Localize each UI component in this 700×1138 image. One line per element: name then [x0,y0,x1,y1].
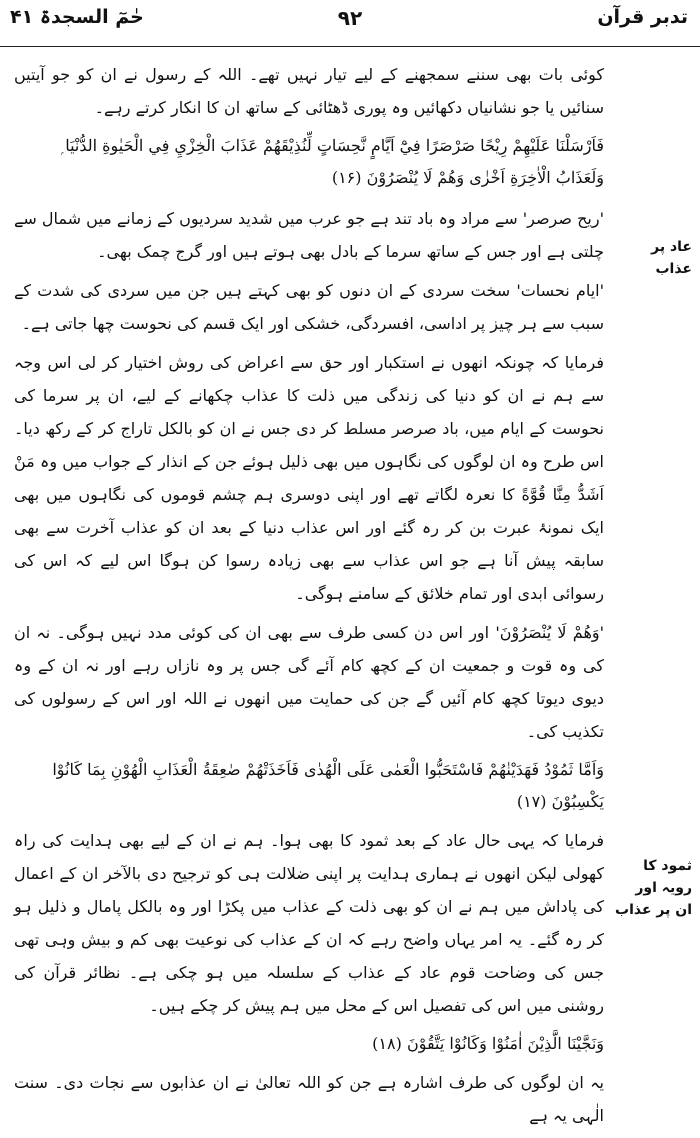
margin-note-aad: عاد پر عذاب [651,239,692,277]
quran-verse-17: وَاَمَّا ثَمُوْدُ فَهَدَيْنٰهُمْ فَاسْتَحَبُّوا الْعَمٰى عَلَى الْهُدٰى فَاَخَذَتْهُمْ صٰعِقَةُ الْعَذَابِ الْهُوْنِ بِمَا كَانُوْا يَكْسِبُوْنَ (۱۷) [52,760,604,811]
page-body [14,58,604,1138]
surah-name: حٰمٓ السجدۃ ۴۱ [10,6,144,28]
page-header [0,0,700,47]
paragraph-3: 'ایام نحسات' سخت سردی کے ان دنوں کو بھی کہتے ہیں جن میں سردی کی شدت کے سبب سے ہر چیز پر اداسی، افسردگی، خشکی اور ایک قسم کی نحوست چھا جاتی ہے۔ [14,281,604,333]
paragraph-4: فرمایا کہ چونکہ انھوں نے استکبار اور حق سے اعراض کی روش اختیار کر لی اس وجہ سے ہم نے ان کو دنیا کی زندگی میں ذلت کا عذاب چکھانے کے لیے، ان پر سرما کی نحوست کے ایام میں، باد صرصر مسلط کر دی جس نے ان کو بالکل تاراج کر کے رکھ دیا۔ اس طرح وہ ان لوگوں کی نگاہوں میں بھی ذلیل ہوئے جن کے انذار کے جواب میں وہ مَنْ اَشَدُّ مِنَّا قُوَّةً کا نعرہ لگاتے تھے اور اپنی دوسری ہم چشم قوموں کی نگاہوں میں بھی ایک نمونۂ عبرت بن کر رہ گئے اور اس عذاب دنیا کے بعد ان کو عذاب آخرت سے بھی سابقہ پیش آنا ہے جو اس عذاب سے بھی زیادہ رسوا کن ہوگا اس لیے کہ اس کی رسوائی ابدی اور تمام خلائق کے سامنے ہوگی۔ [14,353,604,603]
paragraph-2: 'ریح صرصر' سے مراد وہ باد تند ہے جو عرب میں شدید سردیوں کے زمانے میں شمال سے چلتی ہے اور جس کے ساتھ سرما کے بادل بھی ہوتے ہیں اور گرج چمک بھی۔ [14,209,604,261]
page-number: ۹۲ [337,6,363,30]
paragraph-5: 'وَهُمْ لَا يُنْصَرُوْنَ' اور اس دن کسی طرف سے بھی ان کی کوئی مدد نہیں ہوگی۔ نہ ان کی وہ قوت و جمعیت ان کے کچھ کام آئے گی جس پر وہ نازاں رہے اور نہ ان کے وہ دیوی دیوتا کچھ کام آئیں گے جن کی حمایت میں انھوں نے اللہ اور اس کے رسولوں کی تکذیب کی۔ [14,623,604,741]
paragraph-7: یہ ان لوگوں کی طرف اشارہ ہے جن کو اللہ تعالیٰ نے ان عذابوں سے نجات دی۔ سنت الٰہی یہ ہے [14,1073,604,1125]
quran-verse-16: فَاَرْسَلْنَا عَلَيْهِمْ رِيْحًا صَرْصَرًا فِيْٓ اَيَّامٍ نَّحِسَاتٍ لِّنُذِيْقَهُمْ عَذَابَ الْخِزْيِ فِي الْحَيٰوةِ الدُّنْيَا ۭ وَلَعَذَابُ الْاٰخِرَةِ اَخْزٰى وَهُمْ لَا يُنْصَرُوْنَ (۱۶) [61,136,604,187]
book-title: تدبر قرآن [597,6,688,28]
paragraph-1: کوئی بات بھی سننے سمجھنے کے لیے تیار نہیں تھے۔ اللہ کے رسول نے ان کو جو آیتیں سنائیں یا جو نشانیاں دکھائیں وہ پوری ڈھٹائی کے ساتھ ان کا انکار کرتے رہے۔ [14,65,604,117]
quran-verse-18: وَنَجَّيْنَا الَّذِيْنَ اٰمَنُوْا وَكَانُوْا يَتَّقُوْنَ (۱۸) [372,1034,604,1053]
paragraph-6: فرمایا کہ یہی حال عاد کے بعد ثمود کا بھی ہوا۔ ہم نے ان کے لیے بھی ہدایت کی راہ کھولی لیکن انھوں نے ہماری ہدایت پر اپنی ضلالت ہی کو ترجیح دی بالآخر ان کے اعمال کی پاداش میں ہم نے ان کو بھی ذلت کے عذاب میں پکڑا اور وہ بالکل پامال و ذلیل ہو کر رہ گئے۔ یہ امر یہاں واضح رہے کہ ان کے عذاب کی نوعیت بھی کم و بیش وہی تھی جس کی وضاحت قوم عاد کے عذاب کے سلسلہ میں ہو چکی ہے۔ نظائر قرآن کی روشنی میں اس کی تفصیل اس کے محل میں ہم پیش کر چکے ہیں۔ [14,831,604,1015]
margin-note-thamud: ثمود کا رویہ اور ان پر عذاب [615,858,692,918]
